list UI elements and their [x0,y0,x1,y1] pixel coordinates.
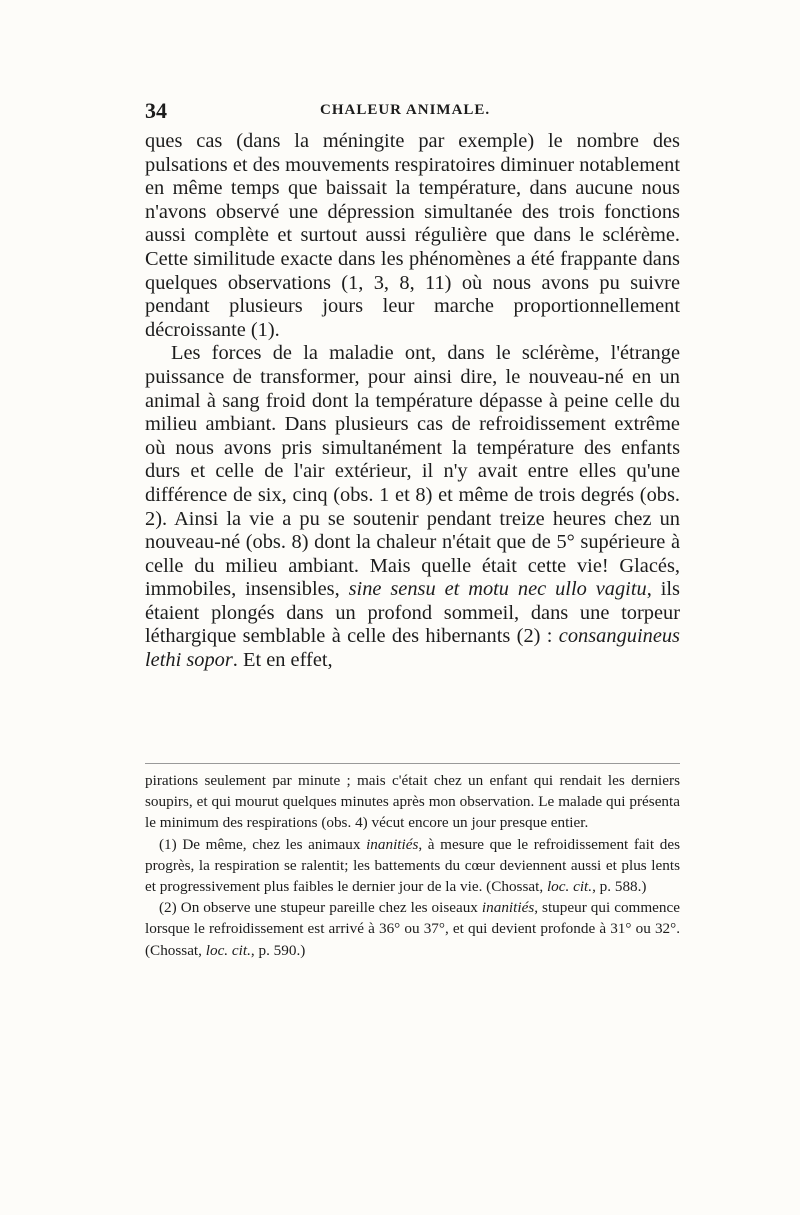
text-run: , stupeur qui commence lorsque le refroidissement est arrivé à 36° ou 37°, et qui devient profonde à 31° ou 32°. (Chossat, [145,899,680,959]
text-run: , ils étaient plongés dans un profond sommeil, dans une torpeur léthargique semblable à celle des hibernants (2) : [145,578,680,648]
text-run: , p. 588.) [592,878,647,896]
latin-quote: sine sensu et motu nec ullo vagitu [348,578,647,601]
paragraph-continued: ques cas (dans la méningite par exemple) le nombre des pulsations et des mouvements respiratoires diminuer notablement en même temps que baissait la température, dans aucune nous n'avons observé une dépression simultanée des trois fonctions aussi complète et surtout aussi régulière que dans le sclérème. Cette similitude exacte dans les phénomènes a été frappante dans quelques observations (1, 3, 8, 11) où nous avons pu suivre pendant plusieurs jours leur marche proportionnellement décroissante (1). [145,130,680,341]
text-run: , à mesure que le refroidissement fait des progrès, la respiration se ralentit; les battements du cœur deviennent aussi et plus lents et progressivement plus faibles le dernier jour de la vie. (Chossat, [145,835,680,896]
main-text [145,130,680,673]
footnotes [145,770,680,961]
footnote-separator [145,763,680,764]
running-head: CHALEUR ANIMALE. [320,102,491,118]
paragraph [145,342,680,672]
text-run: . Et en effet, [232,649,333,672]
latin-quote: consanguineus lethi sopor [145,625,680,672]
footnote-1 [145,834,680,898]
page-number: 34 [145,98,167,123]
italic-run: loc. cit. [546,878,593,896]
footnote-2 [145,897,680,961]
text-run: Les forces de la maladie ont, dans le sclérème, l'étrange puissance de transformer, pour ainsi dire, le nouveau-né en un animal à sang froid dont la température dépasse à peine celle du milieu ambiant. Dans plusieurs cas de refroidissement extrême où nous avons pris simultanément la température des enfants durs et celle de l'air extérieur, il n'y avait entre elles qu'une différence de six, cinq (obs. 1 et 8) et même de trois degrés (obs. 2). Ainsi la vie a pu se soutenir pendant treize heures chez un nouveau-né (obs. 8) dont la chaleur n'était que de 5° supérieure à celle du milieu ambiant. Mais quelle était cette vie! Glacés, immobiles, insensibles, [145,342,680,601]
text-run: (2) On observe une stupeur pareille chez les oiseaux [159,899,482,917]
text-run: , p. 590.) [250,941,306,959]
italic-run: inanitiés [366,835,419,853]
page-header [145,98,680,126]
italic-run: loc. cit. [205,941,251,959]
footnote-carry-over: pirations seulement par minute ; mais c'était chez un enfant qui rendait les derniers soupirs, et qui mourut quelques minutes après mon observation. Le malade qui présenta le minimum des respirations (obs. 4) vécut encore un jour presque entier. [145,772,680,832]
text-run: (1) De même, chez les animaux [159,835,367,853]
italic-run: inanitiés [481,899,535,917]
